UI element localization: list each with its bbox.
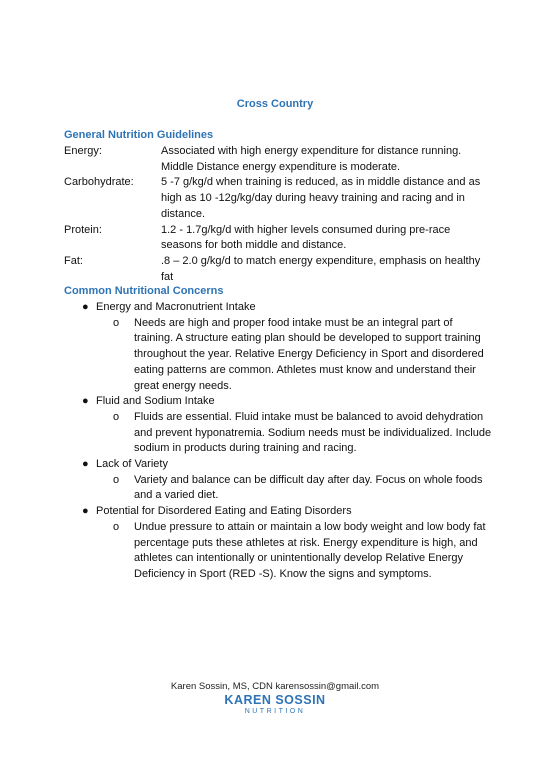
concern-title: Energy and Macronutrient Intake [96, 301, 256, 313]
bullet-icon: ● [82, 505, 89, 518]
concern-subitem [113, 410, 494, 457]
sub-bullet-icon: o [113, 316, 120, 329]
guideline-value: Associated with high energy expenditure for distance running. Middle Distance energy expenditure is moderate. [161, 145, 462, 173]
guideline-row-energy [64, 144, 494, 175]
sub-bullet-icon: o [113, 520, 120, 533]
concern-subitem [113, 316, 494, 395]
guideline-row-protein [64, 223, 494, 254]
guideline-value: 5 -7 g/kg/d when training is reduced, as in middle distance and as high as 10 -12g/kg/day during heavy training and racing and in distance. [161, 176, 481, 220]
concern-detail: Needs are high and proper food intake must be an integral part of training. A structure eating plan should be developed to support training throughout the year. Relative Energy Deficiency in Sport and disordered eating patterns are common. Athletes must know and understand their great energy needs. [134, 316, 484, 392]
guideline-label: Carbohydrate: [64, 176, 134, 189]
guidelines-heading: General Nutrition Guidelines [64, 129, 214, 141]
guideline-value: .8 – 2.0 g/kg/d to match energy expenditure, emphasis on healthy fat [161, 254, 481, 283]
concern-subitem [113, 520, 494, 583]
guideline-row-fat [64, 254, 494, 285]
concerns-heading: Common Nutritional Concerns [64, 285, 224, 297]
bullet-icon: ● [82, 301, 89, 313]
concern-detail: Variety and balance can be difficult day after day. Focus on whole foods and a varied diet. [134, 473, 483, 502]
list-item [0, 300, 496, 394]
guideline-label: Energy: [64, 145, 102, 157]
concern-subitem [113, 473, 494, 504]
concern-title: Potential for Disordered Eating and Eating Disorders [96, 505, 352, 518]
logo-wordmark: KAREN SOSSIN [224, 693, 326, 707]
logo-tagline: NUTRITION [244, 708, 306, 715]
list-item [0, 394, 496, 457]
concern-detail: Undue pressure to attain or maintain a low body weight and low body fat percentage puts these athletes at risk. Energy expenditure is high, and athletes can intentionally or unintentionally develop Relative Energy Deficiency in Sport (RED -S). Know the signs and symptoms. [134, 520, 486, 580]
footer-contact: Karen Sossin, MS, CDN karensossin@gmail.com [170, 681, 380, 692]
concerns-list [0, 300, 550, 583]
guideline-row-carbohydrate [64, 175, 494, 222]
guideline-label: Protein: [64, 223, 102, 236]
list-item [0, 504, 496, 583]
guidelines-table [64, 144, 494, 285]
sub-bullet-icon: o [113, 473, 120, 486]
concern-detail: Fluids are essential. Fluid intake must be balanced to avoid dehydration and prevent hyponatremia. Sodium needs must be individualized. Include sodium in products during training and racing. [134, 410, 492, 455]
bullet-icon: ● [82, 458, 89, 471]
brand-logo [0, 693, 550, 716]
sub-bullet-icon: o [113, 410, 120, 423]
bullet-icon: ● [82, 395, 89, 408]
document-title: Cross Country [236, 98, 314, 110]
concern-title: Lack of Variety [96, 458, 168, 471]
concern-title: Fluid and Sodium Intake [96, 395, 215, 408]
guideline-label: Fat: [64, 254, 83, 267]
guideline-value: 1.2 - 1.7g/kg/d with higher levels consumed during pre-race seasons for both middle and distance. [161, 223, 451, 252]
list-item [0, 457, 496, 504]
